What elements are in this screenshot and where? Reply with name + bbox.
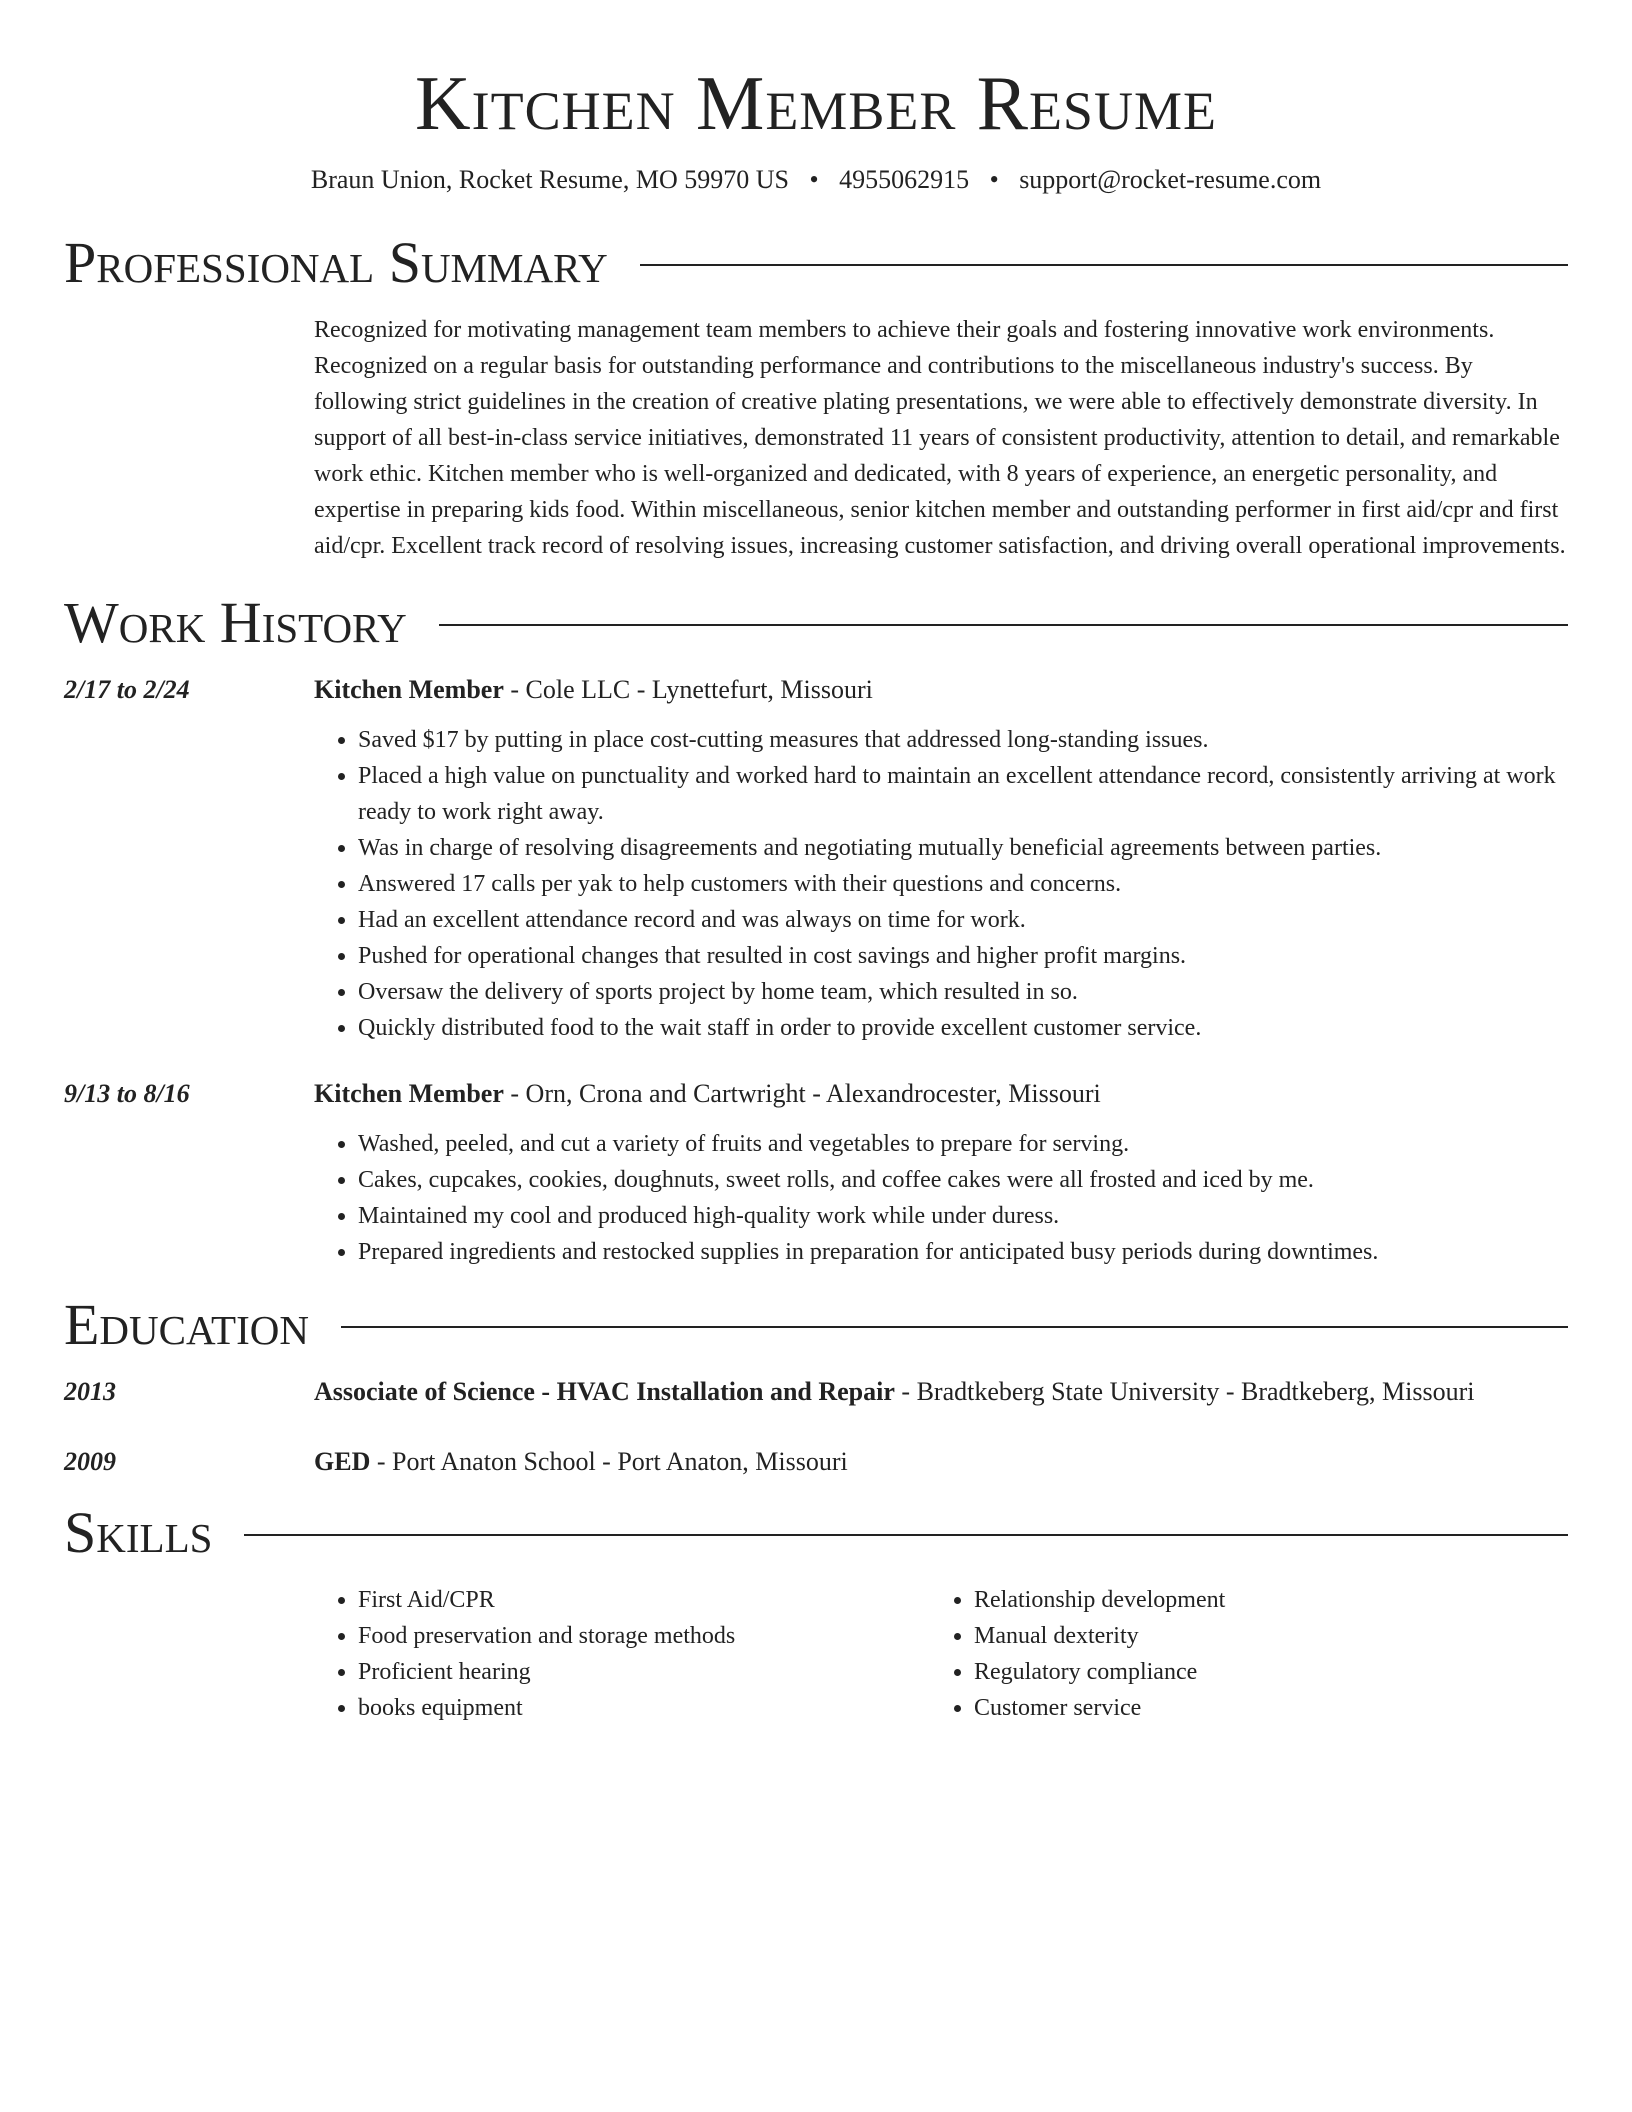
skill-item: • Proficient hearing xyxy=(358,1654,930,1690)
skill-item: • Manual dexterity xyxy=(974,1618,1225,1654)
skill-item: • Food preservation and storage methods xyxy=(358,1618,930,1654)
skill-item: • books equipment xyxy=(358,1690,930,1726)
contact-phone: 4955062915 xyxy=(839,165,970,194)
summary-section-header xyxy=(64,228,1568,298)
education-school-location: - Port Anaton School - Port Anaton, Missouri xyxy=(370,1447,848,1476)
job-heading xyxy=(314,672,1568,708)
job-title: Kitchen Member xyxy=(314,675,504,704)
job-heading xyxy=(314,1076,1568,1112)
contact-line xyxy=(64,162,1568,198)
job-title: Kitchen Member xyxy=(314,1079,504,1108)
job-bullets xyxy=(314,1126,1568,1270)
summary-heading: Professional Summary xyxy=(64,230,608,295)
education-degree: GED xyxy=(314,1447,371,1476)
job-employer-location: - Orn, Crona and Cartwright - Alexandrocester, Missouri xyxy=(503,1079,1101,1108)
job-bullet: • Was in charge of resolving disagreements and negotiating mutually beneficial agreements between parties. xyxy=(358,830,1568,866)
contact-address: Braun Union, Rocket Resume, MO 59970 US xyxy=(310,165,789,194)
summary-text: Recognized for motivating management team members to achieve their goals and fostering innovative work environments. Recognized on a regular basis for outstanding performance and contributions to the miscellaneous industry's success. By following strict guidelines in the creation of creative plating presentations, we were able to effectively demonstrate diversity. In support of all best-in-class service initiatives, demonstrated 11 years of consistent productivity, attention to detail, and remarkable work ethic. Kitchen member who is well-organized and dedicated, with 8 years of experience, an energetic personality, and expertise in preparing kids food. Within miscellaneous, senior kitchen member and outstanding performer in first aid/cpr and first aid/cpr. Excellent track record of resolving issues, increasing customer satisfaction, and driving overall operational improvements. xyxy=(314,317,1566,559)
skills-list-right xyxy=(930,1582,1225,1726)
summary-row xyxy=(64,312,1568,564)
skills-section-header xyxy=(64,1498,1568,1568)
education-heading: Education xyxy=(64,1292,309,1357)
work-section-header xyxy=(64,588,1568,658)
resume-title: Kitchen Member Resume xyxy=(415,60,1217,146)
education-degree: Associate of Science - HVAC Installation and Repair xyxy=(314,1377,895,1406)
job-body xyxy=(314,1076,1568,1270)
contact-separator: • xyxy=(989,165,999,194)
skills-columns xyxy=(314,1582,1568,1726)
job-bullet: • Cakes, cupcakes, cookies, doughnuts, sweet rolls, and coffee cakes were all frosted and iced by me. xyxy=(358,1162,1568,1198)
job-bullet: • Had an excellent attendance record and was always on time for work. xyxy=(358,902,1568,938)
job-bullet: • Answered 17 calls per yak to help customers with their questions and concerns. xyxy=(358,866,1568,902)
section-divider xyxy=(439,624,1568,626)
job-bullet: • Saved $17 by putting in place cost-cutting measures that addressed long-standing issues. xyxy=(358,722,1568,758)
job-bullet: • Oversaw the delivery of sports project by home team, which resulted in so. xyxy=(358,974,1568,1010)
skills-heading: Skills xyxy=(64,1500,213,1565)
skill-item: • First Aid/CPR xyxy=(358,1582,930,1618)
job-entry xyxy=(64,1076,1568,1270)
contact-email: support@rocket-resume.com xyxy=(1019,165,1322,194)
job-bullet: • Pushed for operational changes that resulted in cost savings and higher profit margins. xyxy=(358,938,1568,974)
job-entry xyxy=(64,672,1568,1046)
job-bullet: • Washed, peeled, and cut a variety of fruits and vegetables to prepare for serving. xyxy=(358,1126,1568,1162)
education-body xyxy=(314,1374,1568,1410)
skills-list-left xyxy=(314,1582,930,1726)
skills-row xyxy=(64,1582,1568,1726)
work-heading: Work History xyxy=(64,590,407,655)
job-bullet: • Quickly distributed food to the wait staff in order to provide excellent customer service. xyxy=(358,1010,1568,1046)
job-bullet: • Placed a high value on punctuality and worked hard to maintain an excellent attendance record, consistently arriving at work ready to work right away. xyxy=(358,758,1568,830)
job-dates: 9/13 to 8/16 xyxy=(64,1079,190,1108)
education-section-header xyxy=(64,1290,1568,1360)
summary-left-gutter xyxy=(64,312,314,564)
contact-separator: • xyxy=(809,165,819,194)
education-year: 2013 xyxy=(64,1377,116,1406)
education-school-location: - Bradtkeberg State University - Bradtkeberg, Missouri xyxy=(894,1377,1475,1406)
summary-body xyxy=(314,312,1568,564)
job-body xyxy=(314,672,1568,1046)
job-employer-location: - Cole LLC - Lynettefurt, Missouri xyxy=(503,675,873,704)
education-year: 2009 xyxy=(64,1447,116,1476)
section-divider xyxy=(640,264,1568,266)
skill-item: • Relationship development xyxy=(974,1582,1225,1618)
education-entry xyxy=(64,1374,1568,1410)
education-entry xyxy=(64,1444,1568,1480)
skills-left-gutter xyxy=(64,1582,314,1726)
section-divider xyxy=(244,1534,1568,1536)
skill-item: • Customer service xyxy=(974,1690,1225,1726)
job-bullets xyxy=(314,722,1568,1046)
job-dates: 2/17 to 2/24 xyxy=(64,675,190,704)
job-bullet: • Prepared ingredients and restocked supplies in preparation for anticipated busy periods during downtimes. xyxy=(358,1234,1568,1270)
education-body xyxy=(314,1444,1568,1480)
job-bullet: • Maintained my cool and produced high-quality work while under duress. xyxy=(358,1198,1568,1234)
skill-item: • Regulatory compliance xyxy=(974,1654,1225,1690)
section-divider xyxy=(341,1326,1568,1328)
